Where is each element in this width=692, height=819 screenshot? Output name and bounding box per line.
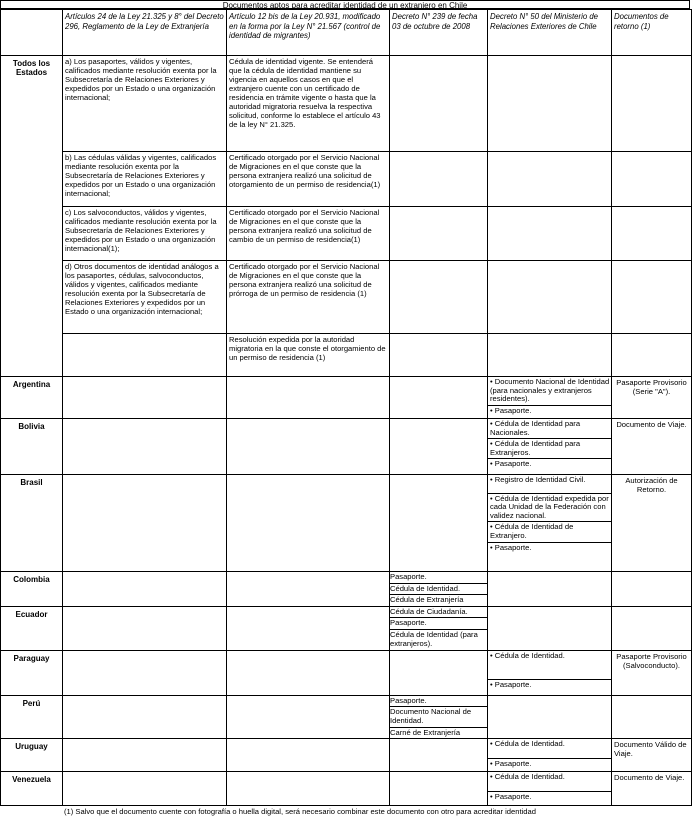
table-row bbox=[1, 606, 692, 650]
todos-col4-empty bbox=[488, 56, 612, 152]
list-item: • Pasaporte. bbox=[490, 792, 532, 802]
list-item: Pasaporte. bbox=[390, 618, 487, 630]
list-item: Cédula de Identidad. bbox=[390, 584, 487, 596]
country-argentina: Argentina bbox=[1, 377, 63, 419]
todos-col3-empty bbox=[390, 56, 488, 152]
list-item: Cédula de Ciudadanía. bbox=[390, 607, 487, 619]
todos-col2-e: Resolución expedida por la autoridad migratoria en la que conste el otorgamiento de un permiso de residencia (1) bbox=[227, 334, 390, 377]
country-peru: Perú bbox=[1, 695, 63, 738]
country-uruguay: Uruguay bbox=[1, 739, 63, 772]
table-row bbox=[1, 56, 692, 152]
footnote: (1) Salvo que el documento cuente con fotografía o huella digital, será necesario combinar este documento con otro para acreditar identidad bbox=[64, 807, 536, 816]
table-title: Documentos aptos para acreditar identidad de un extranjero en Chile bbox=[0, 0, 690, 9]
peru-col3 bbox=[390, 695, 488, 738]
table-row bbox=[1, 650, 692, 695]
list-item: • Pasaporte. bbox=[490, 679, 532, 689]
todos-col2-b: Certificado otorgado por el Servicio Nacional de Migraciones en el que conste que la persona extranjera realizó una solicitud de otorgamiento de un permiso de residencia(1) bbox=[227, 152, 390, 207]
list-item: • Cédula de Identidad. bbox=[488, 739, 611, 759]
table-row bbox=[1, 772, 692, 806]
table-row bbox=[1, 377, 692, 419]
country-ecuador: Ecuador bbox=[1, 606, 63, 650]
colombia-col3 bbox=[390, 572, 488, 607]
list-item: • Pasaporte. bbox=[490, 459, 532, 469]
list-item: • Cédula de Identidad de Extranjero. bbox=[488, 522, 611, 542]
argentina-col4 bbox=[488, 377, 612, 419]
bolivia-col4 bbox=[488, 419, 612, 475]
list-item: • Cédula de Identidad para Extranjeros. bbox=[488, 439, 611, 459]
list-item: • Pasaporte. bbox=[490, 405, 532, 415]
list-item: • Cédula de Identidad para Nacionales. bbox=[488, 419, 611, 439]
uruguay-col4 bbox=[488, 739, 612, 772]
list-item: • Documento Nacional de Identidad (para nacionales y extranjeros residentes). bbox=[488, 377, 611, 406]
todos-col1-b: b) Las cédulas válidas y vigentes, calificados mediante resolución exenta por la Subsecretaría de Relaciones Exteriores y expedidos por un Estado o una organización internacional; bbox=[63, 152, 227, 207]
country-brasil: Brasil bbox=[1, 475, 63, 572]
brasil-col4 bbox=[488, 475, 612, 572]
ecuador-col3 bbox=[390, 606, 488, 650]
list-item: • Pasaporte. bbox=[490, 759, 532, 769]
table-row bbox=[1, 475, 692, 572]
country-venezuela: Venezuela bbox=[1, 772, 63, 806]
todos-col1-d: d) Otros documentos de identidad análogos a los pasaportes, cédulas, salvoconductos, válidos y vigentes, calificados mediante resolución exenta por la Subsecretaría de Relaciones Exteriores y expedidos por un Estado o una organización internacional; bbox=[63, 261, 227, 334]
brasil-col5: Autorización de Retorno. bbox=[612, 475, 692, 572]
paraguay-col5: Pasaporte Provisorio (Salvoconducto). bbox=[612, 650, 692, 695]
list-item: Cédula de Identidad (para extranjeros). bbox=[390, 629, 478, 648]
header-col5: Documentos de retorno (1) bbox=[612, 10, 692, 56]
country-bolivia: Bolivia bbox=[1, 419, 63, 475]
list-item: Cédula de Extranjería bbox=[390, 595, 464, 605]
table-row bbox=[1, 207, 692, 261]
uruguay-col5: Documento Válido de Viaje. bbox=[612, 739, 692, 772]
list-item: Pasaporte. bbox=[390, 572, 487, 584]
list-item: • Registro de Identidad Civil. bbox=[488, 475, 611, 494]
identity-documents-table bbox=[0, 9, 692, 806]
venezuela-col5: Documento de Viaje. bbox=[612, 772, 692, 806]
todos-col2-c: Certificado otorgado por el Servicio Nacional de Migraciones en el que conste que la persona extranjera realizó una solicitud de cambio de un permiso de residencia(1) bbox=[227, 207, 390, 261]
header-corner bbox=[1, 10, 63, 56]
table-row bbox=[1, 739, 692, 772]
table-row bbox=[1, 419, 692, 475]
argentina-col5: Pasaporte Provisorio (Serie "A"). bbox=[612, 377, 692, 419]
todos-col2-a: Cédula de identidad vigente. Se entenderá que la cédula de identidad mantiene su vigencia en aquellos casos en que el extranjero cuente con un certificado de residencia en trámite vigente o hasta que la autoridad migratoria resuelva la respectiva solicitud, conforme lo establece el artículo 43 de la ley N° 21.325. bbox=[227, 56, 390, 152]
list-item: Documento Nacional de Identidad. bbox=[390, 707, 487, 727]
header-row bbox=[1, 10, 692, 56]
venezuela-col4 bbox=[488, 772, 612, 806]
list-item: Pasaporte. bbox=[390, 696, 487, 708]
table-row bbox=[1, 152, 692, 207]
list-item: • Cédula de Identidad. bbox=[488, 772, 611, 792]
header-col4: Decreto N° 50 del Ministerio de Relaciones Exteriores de Chile bbox=[488, 10, 612, 56]
list-item: • Cédula de Identidad expedida por cada Unidad de la Federación con validez nacional. bbox=[488, 494, 611, 523]
table-row bbox=[1, 572, 692, 607]
bolivia-col5: Documento de Viaje. bbox=[612, 419, 692, 475]
header-col1: Artículos 24 de la Ley 21.325 y 8° del Decreto 296, Reglamento de la Ley de Extranjería bbox=[63, 10, 227, 56]
table-row bbox=[1, 334, 692, 377]
list-item: • Cédula de Identidad. bbox=[488, 651, 611, 680]
list-item: • Pasaporte. bbox=[490, 542, 532, 552]
list-item: Carné de Extranjería bbox=[390, 727, 461, 737]
header-col2: Artículo 12 bis de la Ley 20.931, modificado en la forma por la Ley N° 21.567 (control de identidad de migrantes) bbox=[227, 10, 390, 56]
todos-col5-empty bbox=[612, 56, 692, 152]
country-paraguay: Paraguay bbox=[1, 650, 63, 695]
header-col3: Decreto N° 239 de fecha 03 de octubre de 2008 bbox=[390, 10, 488, 56]
todos-col1-c: c) Los salvoconductos, válidos y vigentes, calificados mediante resolución exenta por la Subsecretaría de Relaciones Exteriores y expedidos por un Estado o una organización internacional(1); bbox=[63, 207, 227, 261]
country-todos: Todos los Estados bbox=[1, 56, 63, 377]
table-row bbox=[1, 261, 692, 334]
todos-col1-a: a) Los pasaportes, válidos y vigentes, calificados mediante resolución exenta por la Subsecretaría de Relaciones Exteriores y expedidos por un Estado o una organización internacional; bbox=[63, 56, 227, 152]
paraguay-col4 bbox=[488, 650, 612, 695]
country-colombia: Colombia bbox=[1, 572, 63, 607]
todos-col2-d: Certificado otorgado por el Servicio Nacional de Migraciones en el que conste que la persona extranjera realizó una solicitud de prórroga de un permiso de residencia (1) bbox=[227, 261, 390, 334]
table-row bbox=[1, 695, 692, 738]
